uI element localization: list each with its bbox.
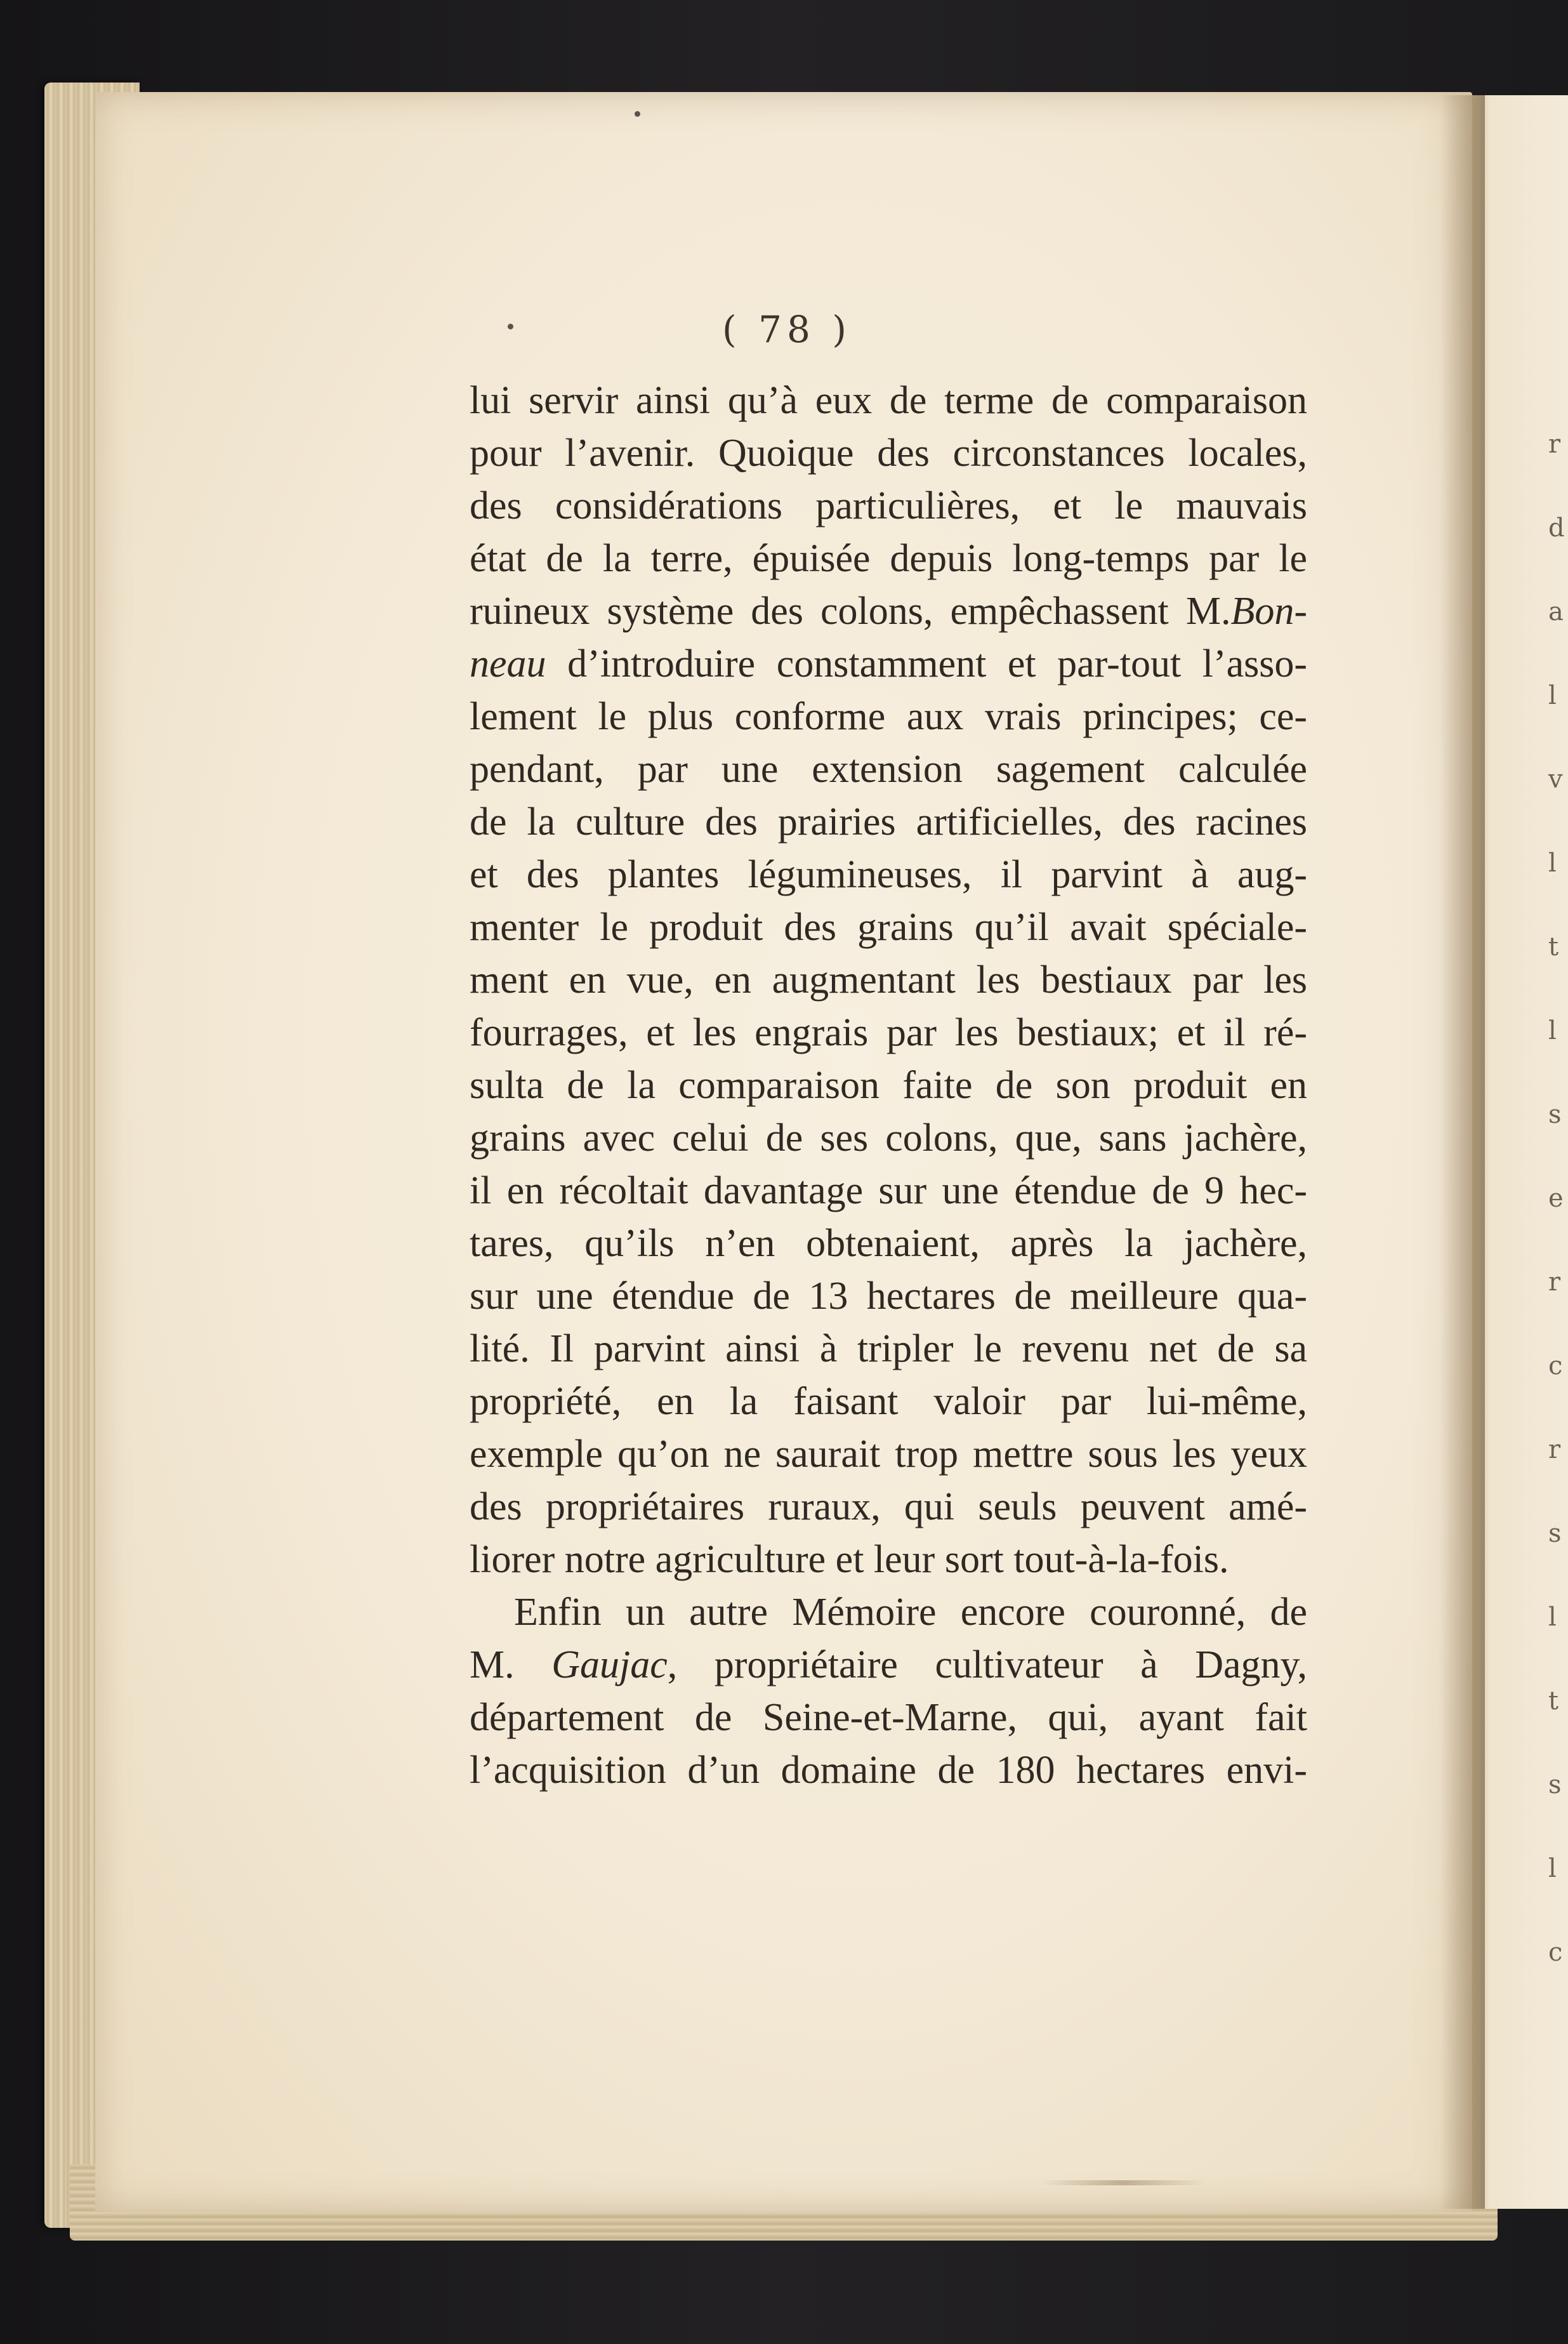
text-run: l’acquisition d’un domaine de 180 hectares envi-	[470, 1749, 1307, 1792]
text-run: lement le plus conforme aux vrais principes; ce-	[470, 695, 1307, 738]
facing-page-fragment: r	[1548, 430, 1561, 459]
text-run: des considérations particulières, et le mauvais	[470, 484, 1307, 527]
text-run: liorer notre agriculture et leur sort tout-à-la-fois.	[470, 1538, 1229, 1581]
facing-page-fragment: v	[1548, 765, 1563, 794]
italic-name: Gaujac	[551, 1643, 668, 1686]
facing-page-fragment: l	[1548, 681, 1557, 710]
text-run: d’introduire constamment et par-tout l’asso-	[546, 642, 1307, 685]
body-text	[470, 374, 1307, 1797]
text-line	[470, 374, 1307, 427]
text-line	[470, 1481, 1307, 1533]
text-run: propriété, en la faisant valoir par lui-même,	[470, 1380, 1307, 1423]
facing-page-fragment: l	[1548, 1603, 1557, 1632]
text-run: M.	[470, 1643, 552, 1686]
page-fold-mark	[1041, 2180, 1206, 2185]
facing-page-fragment: l	[1548, 849, 1557, 878]
facing-page-fragment: a	[1548, 597, 1564, 626]
text-line	[470, 1639, 1307, 1692]
gutter-shadow	[1440, 95, 1485, 2209]
text-run: état de la terre, épuisée depuis long-temps par le	[470, 537, 1307, 580]
text-line	[470, 691, 1307, 743]
page-number: ( 78 )	[722, 308, 852, 351]
ink-dot	[508, 324, 513, 329]
italic-name: Bon-	[1230, 590, 1307, 633]
facing-page-fragment: l	[1548, 1854, 1557, 1883]
facing-page-fragment: c	[1548, 1938, 1563, 1967]
text-line	[470, 1428, 1307, 1481]
text-run: , propriétaire cultivateur à Dagny,	[667, 1643, 1307, 1686]
facing-page-fragment: s	[1548, 1519, 1562, 1548]
text-line	[470, 849, 1307, 901]
text-run: pendant, par une extension sagement calculée	[470, 748, 1307, 791]
text-run: exemple qu’on ne saurait trop mettre sous les yeux	[470, 1433, 1307, 1476]
text-line	[470, 585, 1307, 638]
text-run: et des plantes légumineuses, il parvint à aug-	[470, 853, 1307, 896]
text-line	[470, 1217, 1307, 1270]
facing-page-fragment: l	[1548, 1016, 1557, 1045]
facing-page	[1472, 95, 1568, 2209]
text-line	[470, 533, 1307, 585]
text-line	[470, 1323, 1307, 1375]
facing-page-fragment: s	[1548, 1100, 1562, 1129]
text-line	[470, 1586, 1307, 1639]
facing-page-fragment: t	[1548, 1686, 1559, 1716]
text-run: lui servir ainsi qu’à eux de terme de comparaison	[470, 379, 1307, 422]
text-line	[470, 1533, 1307, 1586]
text-line	[470, 1112, 1307, 1165]
text-line	[470, 1270, 1307, 1323]
text-line	[470, 1059, 1307, 1112]
facing-page-fragment: t	[1548, 932, 1559, 962]
text-run: grains avec celui de ses colons, que, sans jachère,	[470, 1116, 1307, 1160]
text-line	[470, 480, 1307, 533]
text-line	[470, 638, 1307, 691]
text-line	[470, 1744, 1307, 1797]
facing-page-fragment: s	[1548, 1770, 1562, 1799]
text-line	[470, 427, 1307, 480]
facing-page-fragment: c	[1548, 1351, 1563, 1381]
text-run: sulta de la comparaison faite de son produit en	[470, 1064, 1307, 1107]
facing-page-fragment: e	[1548, 1184, 1564, 1213]
text-run: ment en vue, en augmentant les bestiaux par les	[470, 958, 1307, 1002]
text-run: menter le produit des grains qu’il avait spéciale-	[470, 906, 1307, 949]
text-run: département de Seine-et-Marne, qui, ayant fait	[470, 1696, 1307, 1739]
text-line	[470, 796, 1307, 849]
facing-page-fragment: d	[1548, 513, 1565, 543]
text-line	[470, 1692, 1307, 1744]
facing-page-fragment: r	[1548, 1268, 1561, 1297]
text-run: Enfin un autre Mémoire encore couronné, de	[514, 1591, 1307, 1634]
italic-name: neau	[470, 642, 546, 685]
text-line	[470, 1007, 1307, 1059]
text-run: pour l’avenir. Quoique des circonstances locales,	[470, 432, 1307, 475]
text-run: sur une étendue de 13 hectares de meilleure qua-	[470, 1275, 1307, 1318]
text-run: ruineux système des colons, empêchassent M.	[470, 590, 1231, 633]
facing-page-fragment: r	[1548, 1435, 1561, 1464]
text-line	[470, 1165, 1307, 1217]
text-run: il en récoltait davantage sur une étendue de 9 hec-	[470, 1169, 1307, 1212]
text-line	[470, 901, 1307, 954]
text-run: lité. Il parvint ainsi à tripler le revenu net de sa	[470, 1327, 1307, 1370]
text-run: tares, qu’ils n’en obtenaient, après la jachère,	[470, 1222, 1307, 1265]
text-line	[470, 743, 1307, 796]
text-run: des propriétaires ruraux, qui seuls peuvent amé-	[470, 1485, 1307, 1528]
text-run: fourrages, et les engrais par les bestiaux; et il ré-	[470, 1011, 1307, 1054]
text-line	[470, 954, 1307, 1007]
ink-dot	[635, 111, 640, 117]
text-run: de la culture des prairies artificielles, des racines	[470, 800, 1307, 844]
text-line	[470, 1375, 1307, 1428]
